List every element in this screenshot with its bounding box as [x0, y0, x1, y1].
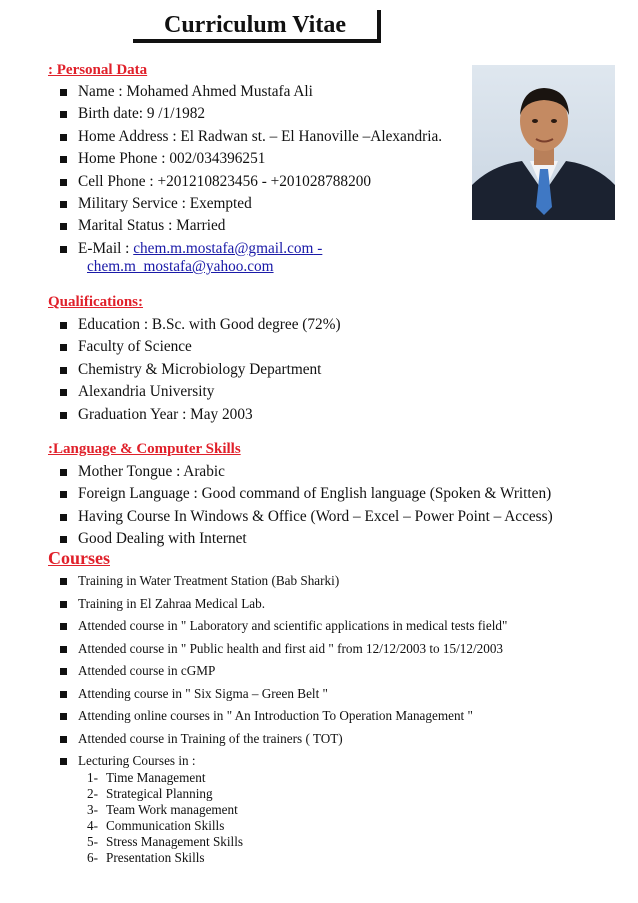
list-item-home-address: Home Address : El Radwan st. – El Hanoville –Alexandria.: [58, 126, 442, 148]
list-item: [87, 802, 243, 818]
cv-title: Curriculum Vitae: [164, 12, 346, 38]
skills-list: [58, 461, 553, 551]
list-item: Having Course In Windows & Office (Word – Excel – Power Point – Access): [58, 506, 553, 528]
item-text: Time Management: [106, 770, 206, 785]
qualifications-list: [58, 314, 341, 426]
qualifications-heading: Qualifications:: [48, 294, 144, 310]
courses-list: [58, 570, 507, 773]
portrait-illustration: [472, 65, 615, 220]
lecturing-courses-list: [87, 770, 243, 867]
email-link-gmail[interactable]: chem.m.mostafa@gmail.com: [133, 239, 314, 257]
item-text: Strategical Planning: [106, 786, 213, 802]
personal-data-list: [58, 81, 442, 260]
list-item: Attended course in " Laboratory and scientific applications in medical tests field": [58, 615, 507, 638]
list-item: Chemistry & Microbiology Department: [58, 359, 341, 381]
item-number: 2-: [87, 786, 98, 802]
email-label: E-Mail :: [78, 239, 134, 257]
item-number: 4-: [87, 818, 98, 834]
list-item: Education : B.Sc. with Good degree (72%): [58, 314, 341, 336]
list-item: Foreign Language : Good command of English language (Spoken & Written): [58, 483, 553, 505]
list-item: Lecturing Courses in :: [58, 750, 507, 773]
list-item: Attending course in " Six Sigma – Green Belt ": [58, 683, 507, 706]
list-item: Good Dealing with Internet: [58, 528, 553, 550]
item-text: Presentation Skills: [106, 850, 205, 866]
personal-data-heading: : Personal Data: [48, 62, 148, 78]
list-item: Attended course in cGMP: [58, 660, 507, 683]
item-text: Team Work management: [106, 802, 238, 818]
list-item: Faculty of Science: [58, 336, 341, 358]
list-item-email: [58, 238, 442, 260]
item-number: 3-: [87, 802, 98, 818]
list-item: Attended course in Training of the trainers ( TOT): [58, 728, 507, 751]
list-item: Alexandria University: [58, 381, 341, 403]
item-number: 6-: [87, 850, 98, 866]
list-item: [87, 770, 243, 786]
list-item-home-phone: Home Phone : 002/034396251: [58, 148, 442, 170]
item-text: Communication Skills: [106, 818, 225, 834]
list-item: [87, 834, 243, 850]
cv-title-box: [133, 10, 381, 43]
courses-heading: Courses: [48, 548, 110, 568]
list-item: Training in Water Treatment Station (Bab Sharki): [58, 570, 507, 593]
list-item-name: Name : Mohamed Ahmed Mustafa Ali: [58, 81, 442, 103]
profile-photo: [472, 65, 615, 220]
list-item: [87, 818, 243, 834]
list-item-military-service: Military Service : Exempted: [58, 193, 442, 215]
item-number: 1-: [87, 770, 98, 785]
list-item: Training in El Zahraa Medical Lab.: [58, 593, 507, 616]
list-item: Mother Tongue : Arabic: [58, 461, 553, 483]
list-item: [87, 786, 243, 802]
item-number: 5-: [87, 834, 98, 850]
item-text: Stress Management Skills: [106, 834, 243, 850]
skills-heading: :Language & Computer Skills: [48, 441, 241, 457]
list-item: Graduation Year : May 2003: [58, 404, 341, 426]
email-link-yahoo[interactable]: chem.m_mostafa@yahoo.com: [87, 258, 274, 275]
email-separator: -: [313, 239, 323, 257]
list-item-marital-status: Marital Status : Married: [58, 215, 442, 237]
list-item: Attending online courses in " An Introduction To Operation Management ": [58, 705, 507, 728]
list-item-cell-phone: Cell Phone : +201210823456 - +201028788200: [58, 171, 442, 193]
list-item: [87, 850, 243, 866]
email-line-2: [87, 258, 274, 276]
list-item: Attended course in " Public health and first aid " from 12/12/2003 to 15/12/2003: [58, 638, 507, 661]
list-item-birth-date: Birth date: 9 /1/1982: [58, 103, 442, 125]
